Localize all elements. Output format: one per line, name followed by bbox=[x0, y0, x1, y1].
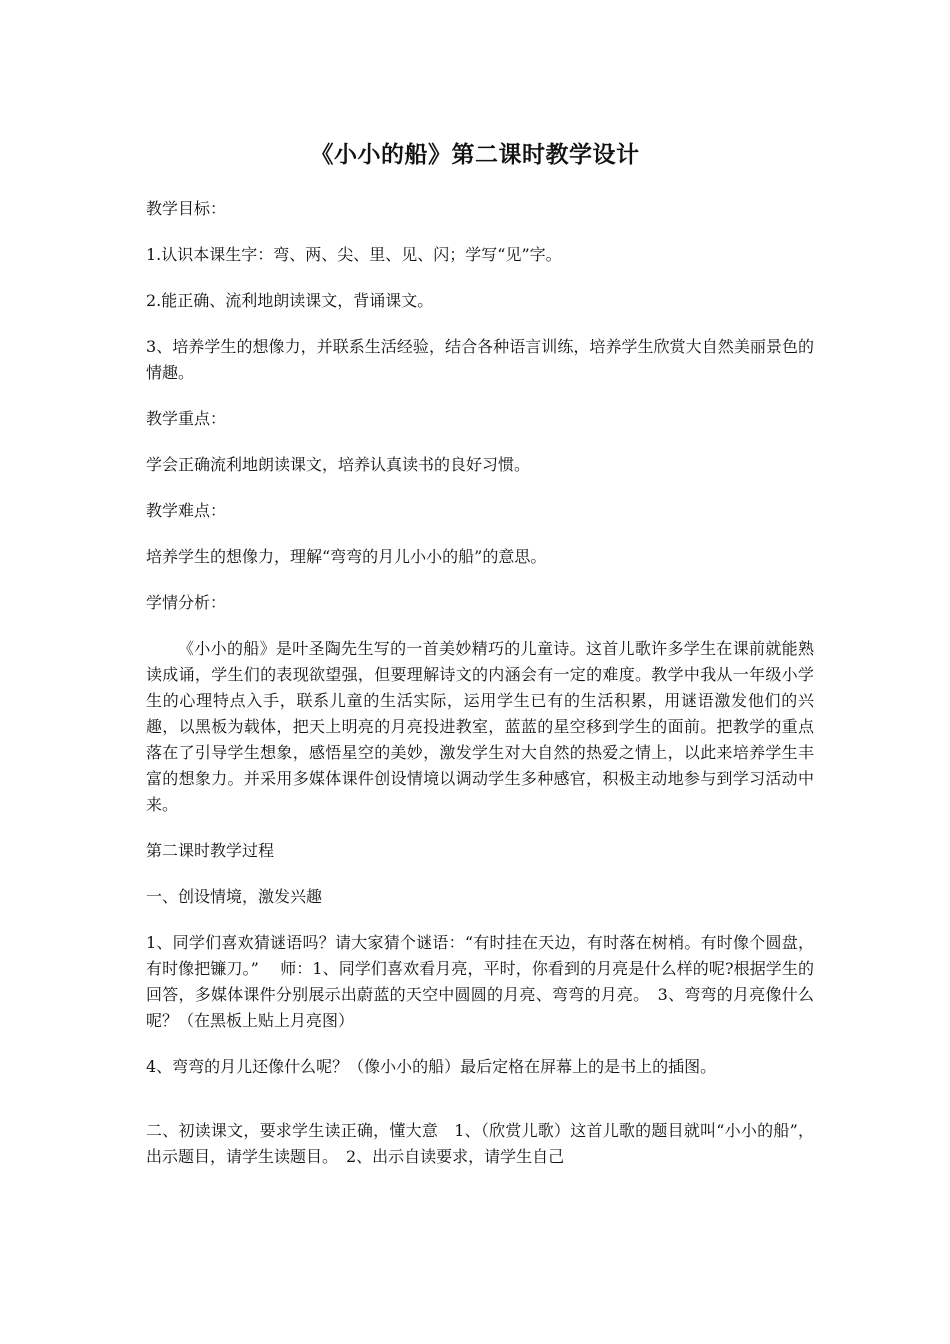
key-points-text: 学会正确流利地朗读课文，培养认真读书的良好习惯。 bbox=[146, 455, 531, 474]
goal-item-3: 3、培养学生的想像力，并联系生活经验，结合各种语言训练，培养学生欣赏大自然美丽景色的情趣。 bbox=[146, 337, 814, 382]
section-1-heading: 一、创设情境，激发兴趣 bbox=[146, 887, 323, 906]
section-2-text: 二、初读课文，要求学生读正确，懂大意 1、（欣赏儿歌）这首儿歌的题目就叫“小小的船”，出示题目，请学生读题目。 2、出示自读要求，请学生自己 bbox=[146, 1121, 814, 1166]
heading-analysis: 学情分析： bbox=[146, 593, 227, 612]
section-1-step-4: 4、弯弯的月儿还像什么呢？（像小小的船）最后定格在屏幕上的是书上的插图。 bbox=[146, 1057, 717, 1076]
heading-key-points: 教学重点： bbox=[146, 409, 227, 428]
section-1-step-1: 1、同学们喜欢猜谜语吗？请大家猜个谜语：“有时挂在天边，有时落在树梢。有时像个圆盘，有时像把镰刀。” 师：1、同学们喜欢看月亮，平时，你看到的月亮是什么样的呢?根据学生的回答，多媒体课件分别展示出蔚蓝的天空中圆圆的月亮、弯弯的月亮。 3、弯弯的月亮像什么呢？（在黑板上贴上月亮图） bbox=[146, 933, 814, 1030]
heading-process: 第二课时教学过程 bbox=[146, 841, 275, 860]
analysis-text: 《小小的船》是叶圣陶先生写的一首美妙精巧的儿童诗。这首儿歌许多学生在课前就能熟读成诵，学生们的表现欲望强，但要理解诗文的内涵会有一定的难度。教学中我从一年级小学生的心理特点入手，联系儿童的生活实际，运用学生已有的生活积累，用谜语激发他们的兴趣，以黑板为载体，把天上明亮的月亮投进教室，蓝蓝的星空移到学生的面前。把教学的重点落在了引导学生想象，感悟星空的美妙，激发学生对大自然的热爱之情上，以此来培养学生丰富的想象力。并采用多媒体课件创设情境以调动学生多种感官，积极主动地参与到学习活动中来。 bbox=[146, 639, 814, 814]
goal-item-2: 2.能正确、流利地朗读课文，背诵课文。 bbox=[146, 291, 434, 310]
document-body bbox=[146, 196, 814, 1190]
heading-teaching-goals: 教学目标： bbox=[146, 199, 227, 218]
document-title: 《小小的船》第二课时教学设计 bbox=[310, 142, 640, 168]
heading-difficulties: 教学难点： bbox=[146, 501, 227, 520]
difficulties-text: 培养学生的想像力，理解“弯弯的月儿小小的船”的意思。 bbox=[146, 547, 547, 566]
goal-item-1: 1.认识本课生字：弯、两、尖、里、见、闪；学写“见”字。 bbox=[146, 245, 562, 264]
